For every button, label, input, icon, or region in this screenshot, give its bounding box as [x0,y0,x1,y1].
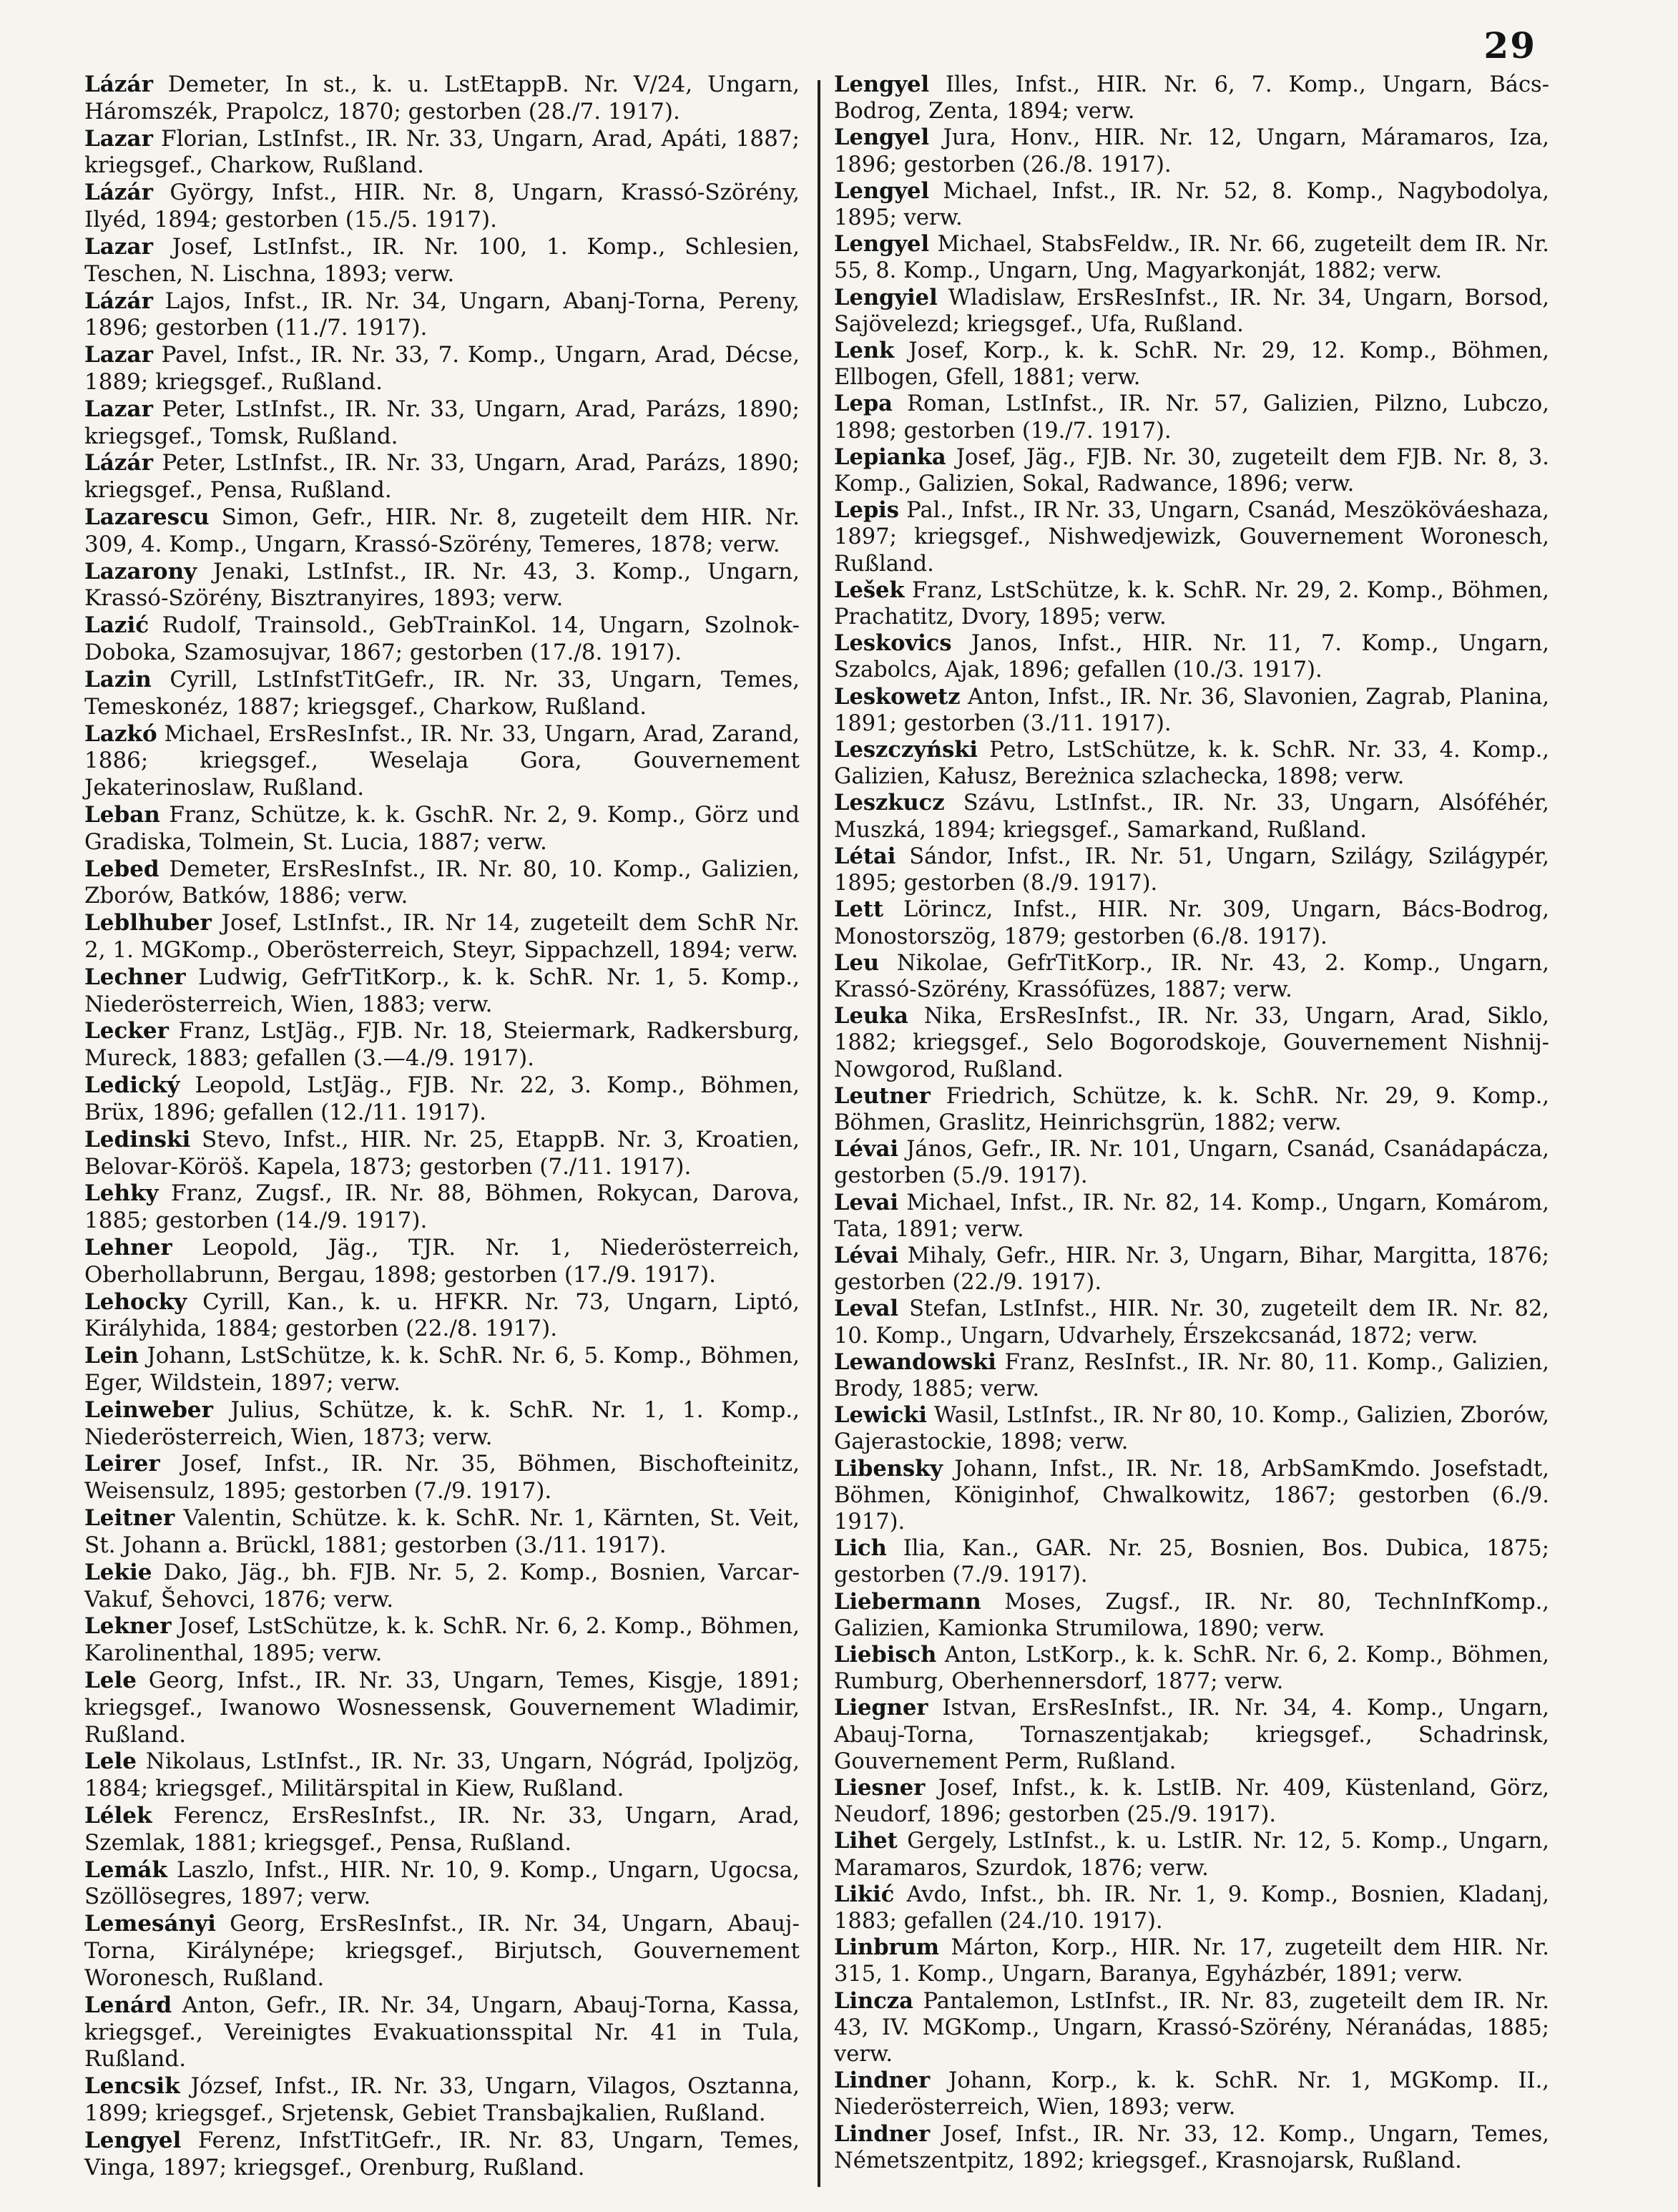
entry-surname: Lich [834,1535,887,1562]
entry-details: Illes, Infst., HIR. Nr. 6, 7. Komp., Ungarn, Bács-Bodrog, Zenta, 1894; verw. [834,72,1550,124]
entry-details: Pantalemon, LstInfst., IR. Nr. 83, zugeteilt dem IR. Nr. 43, IV. MGKomp., Ungarn, Krassó-Szörény, Néranádas, 1885; verw. [834,1988,1549,2067]
list-item [834,1349,1549,1402]
entry-details: Szávu, LstInfst., IR. Nr. 33, Ungarn, Alsóféhér, Muszká, 1894; kriegsgef., Samarkand, Rußland. [834,791,1549,843]
entry-details: Georg, ErsResInfst., IR. Nr. 34, Ungarn, Abauj-Torna, Királynépe; kriegsgef., Birjutsch, Gouvernement Woronesch, Rußland. [84,1911,800,1991]
list-item [834,1003,1549,1083]
entry-details: Michael, Infst., IR. Nr. 52, 8. Komp., Nagybodolya, 1895; verw. [834,178,1550,231]
entry-surname: Leuka [834,1003,908,1029]
entry-details: Wasil, LstInfst., IR. Nr 80, 10. Komp., Galizien, Zborów, Gajerastockie, 1898; verw. [834,1403,1549,1455]
entry-details: Jenaki, LstInfst., IR. Nr. 43, 3. Komp., Ungarn, Krassó-Szörény, Bisztranyires, 1893; verw. [84,558,800,612]
entry-details: Petro, LstSchütze, k. k. SchR. Nr. 33, 4. Komp., Galizien, Kałusz, Bereżnica szlachecka, 1898; verw. [834,738,1549,790]
list-item [84,1668,800,1748]
entry-surname: Lehky [84,1180,159,1207]
entry-details: Stevo, Infst., HIR. Nr. 25, EtappB. Nr. 3, Kroatien, Belovar-Köröš. Kapela, 1873; gestorben (7./11. 1917). [84,1126,800,1180]
list-item [834,72,1549,124]
page-number: 29 [1483,24,1536,67]
entry-surname: Lencsik [84,2073,180,2100]
list-item [834,684,1549,737]
entry-details: Michael, ErsResInfst., IR. Nr. 33, Ungarn, Arad, Zarand, 1886; kriegsgef., Weselaja Gora, Gouvernement Jekaterinoslaw, Rußland. [84,720,800,801]
entry-surname: Leszkucz [834,790,945,816]
column-divider [818,80,820,2187]
entry-details: Leopold, Jäg., TJR. Nr. 1, Niederösterreich, Oberhollabrunn, Bergau, 1898; gestorben (17./9. 1917). [84,1234,800,1288]
list-item [834,1402,1549,1455]
entry-surname: Lebed [84,856,160,882]
entry-details: Gergely, LstInfst., k. u. LstIR. Nr. 12, 5. Komp., Ungarn, Maramaros, Szurdok, 1876; verw. [834,1829,1549,1881]
list-item [84,504,800,559]
entry-details: Anton, Infst., IR. Nr. 36, Slavonien, Zagrab, Planina, 1891; gestorben (3./11. 1917). [834,684,1549,736]
entry-details: Pal., Infst., IR Nr. 33, Ungarn, Csanád, Meszököváeshaza, 1897; kriegsgef., Nishwedjewizk, Gouvernement Woronesch, Rußland. [834,498,1549,577]
entry-surname: Lenk [834,338,895,364]
list-item [834,1296,1549,1349]
list-item [84,2073,800,2128]
list-item [834,391,1549,444]
entry-surname: Lekner [84,1613,172,1640]
list-item [834,1881,1549,1934]
list-item [84,1803,800,1857]
entry-details: Josef, Korp., k. k. SchR. Nr. 29, 12. Komp., Böhmen, Ellbogen, Gfell, 1881; verw. [834,338,1549,391]
entry-details: János, Gefr., IR. Nr. 101, Ungarn, Csanád, Csanádapácza, gestorben (5./9. 1917). [834,1137,1549,1189]
entry-details: Josef, LstSchütze, k. k. SchR. Nr. 6, 2. Komp., Böhmen, Karolinenthal, 1895; verw. [84,1613,800,1667]
list-item [834,444,1549,497]
entry-surname: Leitner [84,1505,175,1532]
list-item [84,1505,800,1560]
list-item [834,1934,1549,1987]
entry-details: Mihaly, Gefr., HIR. Nr. 3, Ungarn, Bihar, Margitta, 1876; gestorben (22./9. 1917). [834,1243,1549,1296]
entry-details: Franz, Schütze, k. k. GschR. Nr. 2, 9. Komp., Görz und Gradiska, Tolmein, St. Lucia, 1887; verw. [84,801,800,855]
entry-surname: Leu [834,949,880,976]
list-item [84,450,800,504]
list-item [84,2128,800,2182]
entry-details: Moses, Zugsf., IR. Nr. 80, TechnInfKomp., Galizien, Kamionka Strumilowa, 1890; verw. [834,1589,1549,1641]
entry-details: Franz, LstJäg., FJB. Nr. 18, Steiermark, Radkersburg, Mureck, 1883; gefallen (3.—4./9. 1917). [84,1018,800,1072]
entry-details: Cyrill, Kan., k. u. HFKR. Nr. 73, Ungarn, Liptó, Királyhida, 1884; gestorben (22./8. 1917). [84,1288,800,1342]
list-item [84,721,800,802]
entry-details: Ilia, Kan., GAR. Nr. 25, Bosnien, Bos. Dubica, 1875; gestorben (7./9. 1917). [834,1536,1549,1588]
entry-surname: Leinweber [84,1396,213,1423]
list-item [834,896,1549,949]
list-item [834,843,1549,896]
entry-surname: Lewicki [834,1402,927,1429]
list-item [834,630,1549,683]
entry-details: Johann, Korp., k. k. SchR. Nr. 1, MGKomp. II., Niederösterreich, Wien, 1893; verw. [834,2068,1549,2120]
entry-surname: Lázár [84,450,153,476]
entry-surname: Liebisch [834,1641,937,1668]
list-item [84,559,800,613]
list-item [84,1560,800,1614]
list-item [834,1190,1549,1243]
list-item [834,1695,1549,1775]
entry-surname: Lázár [84,72,153,97]
entry-details: Josef, Jäg., FJB. Nr. 30, zugeteilt dem FJB. Nr. 8, 3. Komp., Galizien, Sokal, Radwance, 1896; verw. [834,444,1549,497]
entry-details: Florian, LstInfst., IR. Nr. 33, Ungarn, Arad, Apáti, 1887; kriegsgef., Charkow, Rußland. [84,125,800,179]
entry-surname: Leirer [84,1451,160,1477]
entry-surname: Leskowetz [834,683,961,710]
entry-surname: Lengyiel [834,284,938,310]
entry-surname: Liebermann [834,1588,981,1615]
entry-surname: Lengyel [834,177,930,204]
entry-surname: Lemesányi [84,1911,216,1937]
entry-details: Johann, LstSchütze, k. k. SchR. Nr. 6, 5. Komp., Böhmen, Eger, Wildstein, 1897; verw. [84,1343,800,1396]
entry-surname: Lázár [84,288,153,314]
entry-surname: Lindner [834,2120,931,2147]
list-item [84,1289,800,1344]
entry-surname: Lepis [834,497,899,524]
entry-surname: Lengyel [834,72,930,97]
entry-details: György, Infst., HIR. Nr. 8, Ungarn, Krassó-Szörény, Ilyéd, 1894; gestorben (15./5. 1917). [84,180,800,233]
entry-surname: Likić [834,1881,895,1907]
entry-details: Cyrill, LstInfstTitGefr., IR. Nr. 33, Ungarn, Temes, Temeskonéz, 1887; kriegsgef., Charkow, Rußland. [84,666,800,720]
list-item [834,1456,1549,1536]
list-item [84,72,800,126]
entry-details: Simon, Gefr., HIR. Nr. 8, zugeteilt dem HIR. Nr. 309, 4. Komp., Ungarn, Krassó-Szörény, Temeres, 1878; verw. [84,504,800,557]
list-item [834,2121,1549,2174]
entry-surname: Leskovics [834,630,952,657]
entry-surname: Ledický [84,1072,180,1099]
entry-details: Anton, Gefr., IR. Nr. 34, Ungarn, Abauj-Torna, Kassa, kriegsgef., Vereinigtes Evakuationsspital Nr. 41 in Tula, Rußland. [84,1992,800,2072]
entry-details: Sándor, Infst., IR. Nr. 51, Ungarn, Szilágy, Szilágypér, 1895; gestorben (8./9. 1917). [834,843,1549,896]
entry-surname: Lemák [84,1856,167,1883]
entry-surname: Lévai [834,1136,898,1163]
list-item [84,180,800,234]
list-item [84,612,800,667]
entry-surname: Lazar [84,396,153,422]
entry-details: Ferencz, ErsResInfst., IR. Nr. 33, Ungarn, Arad, Szemlak, 1881; kriegsgef., Pensa, Rußland. [84,1803,800,1856]
entry-details: Friedrich, Schütze, k. k. SchR. Nr. 29, 9. Komp., Böhmen, Graslitz, Heinrichsgrün, 1882; verw. [834,1083,1550,1135]
list-item [84,1992,800,2073]
entry-details: Franz, ResInfst., IR. Nr. 80, 11. Komp., Galizien, Brody, 1885; verw. [834,1349,1549,1401]
entry-details: Georg, Infst., IR. Nr. 33, Ungarn, Temes, Kisgje, 1891; kriegsgef., Iwanowo Wosnessensk, Gouvernement Wladimir, Rußland. [84,1667,800,1748]
list-item [834,178,1549,231]
entry-details: Wladislaw, ErsResInfst., IR. Nr. 34, Ungarn, Borsod, Sajövelezd; kriegsgef., Ufa, Rußland. [834,285,1549,337]
entry-surname: Lein [84,1343,139,1369]
list-item [834,231,1549,284]
entry-details: József, Infst., IR. Nr. 33, Ungarn, Vilagos, Osztanna, 1899; kriegsgef., Srjetensk, Gebiet Transbajkalien, Rußland. [84,2073,800,2126]
list-item [84,1911,800,1992]
list-item [84,1235,800,1289]
entry-details: Janos, Infst., HIR. Nr. 11, 7. Komp., Ungarn, Szabolcs, Ajak, 1896; gefallen (10./3. 1917). [834,631,1549,683]
entry-details: Josef, Infst., k. k. LstIB. Nr. 409, Küstenland, Görz, Neudorf, 1896; gestorben (25./9. 1917). [834,1776,1549,1828]
list-item [834,124,1549,177]
entry-surname: Lešek [834,577,905,603]
list-item [834,1589,1549,1642]
entry-surname: Lévai [834,1242,898,1268]
right-column [834,72,1549,2174]
entry-surname: Leszczyński [834,737,978,763]
entry-details: Lajos, Infst., IR. Nr. 34, Ungarn, Abanj-Torna, Pereny, 1896; gestorben (11./7. 1917). [84,288,800,341]
list-item [834,1775,1549,1828]
list-item [84,288,800,343]
entry-surname: Ledinski [84,1126,191,1153]
entry-surname: Lele [84,1748,137,1775]
entry-details: Dako, Jäg., bh. FJB. Nr. 5, 2. Komp., Bosnien, Varcar-Vakuf, Šehovci, 1876; verw. [84,1559,800,1612]
list-item [84,1748,800,1803]
entry-surname: Lazić [84,612,149,639]
entry-details: Avdo, Infst., bh. IR. Nr. 1, 9. Komp., Bosnien, Kladanj, 1883; gefallen (24./10. 1917). [834,1881,1549,1934]
list-item [834,950,1549,1003]
list-item [834,1988,1549,2068]
list-item [84,964,800,1019]
entry-details: Roman, LstInfst., IR. Nr. 57, Galizien, Pilzno, Lubczo, 1898; gestorben (19./7. 1917). [834,391,1549,444]
list-item [84,126,800,180]
entry-surname: Lazkó [84,720,157,747]
list-item [84,1343,800,1397]
entry-surname: Levai [834,1189,898,1215]
entry-details: Ferenz, InfstTitGefr., IR. Nr. 83, Ungarn, Temes, Vinga, 1897; kriegsgef., Orenburg, Rußland. [84,2127,800,2181]
entry-surname: Leutner [834,1082,931,1109]
entry-surname: Lechner [84,964,186,990]
entry-details: Leopold, LstJäg., FJB. Nr. 22, 3. Komp., Böhmen, Brüx, 1896; gefallen (12./11. 1917). [84,1072,800,1125]
entry-surname: Lele [84,1667,137,1693]
list-item [84,1397,800,1452]
list-item [834,577,1549,630]
list-item [834,1642,1549,1695]
entry-details: Rudolf, Trainsold., GebTrainKol. 14, Ungarn, Szolnok-Doboka, Szamosujvar, 1867; gestorben (17./8. 1917). [84,612,800,666]
entry-details: Demeter, In st., k. u. LstEtappB. Nr. V/24, Ungarn, Háromszék, Prapolcz, 1870; gestorben (28./7. 1917). [84,72,800,124]
list-item [84,342,800,396]
list-item [834,497,1549,577]
entry-details: Josef, LstInfst., IR. Nr. 100, 1. Komp., Schlesien, Teschen, N. Lischna, 1893; verw. [84,233,800,287]
list-item [84,1857,800,1912]
list-item [834,737,1549,790]
entry-details: Josef, LstInfst., IR. Nr 14, zugeteilt dem SchR Nr. 2, 1. MGKomp., Oberösterreich, Steyr, Sippachzell, 1894; verw. [84,910,800,963]
entry-surname: Lincza [834,1987,913,2014]
entry-details: Nikolaus, LstInfst., IR. Nr. 33, Ungarn, Nógrád, Ipoljzög, 1884; kriegsgef., Militärspital in Kiew, Rußland. [84,1748,800,1802]
entry-surname: Lindner [834,2067,931,2094]
entry-surname: Linbrum [834,1934,940,1961]
list-item [84,1072,800,1127]
list-item [84,1451,800,1505]
entry-details: Jura, Honv., HIR. Nr. 12, Ungarn, Máramaros, Iza, 1896; gestorben (26./8. 1917). [834,125,1550,177]
entry-details: Valentin, Schütze. k. k. SchR. Nr. 1, Kärnten, St. Veit, St. Johann a. Brückl, 1881; gestorben (3./11. 1917). [84,1505,800,1558]
entry-surname: Lazarescu [84,504,210,530]
entry-details: Stefan, LstInfst., HIR. Nr. 30, zugeteilt dem IR. Nr. 82, 10. Komp., Ungarn, Udvarhely, Érszekcsanád, 1872; verw. [834,1296,1549,1349]
entry-surname: Lett [834,896,884,923]
list-item [84,1018,800,1072]
entry-surname: Lecker [84,1018,169,1044]
entry-surname: Lengyel [834,124,930,151]
list-item [834,338,1549,391]
entry-surname: Létai [834,843,896,869]
entry-details: Franz, LstSchütze, k. k. SchR. Nr. 29, 2. Komp., Böhmen, Prachatitz, Dvory, 1895; verw. [834,577,1549,630]
entry-details: Pavel, Infst., IR. Nr. 33, 7. Komp., Ungarn, Arad, Décse, 1889; kriegsgef., Rußland. [84,342,800,395]
entry-details: Michael, StabsFeldw., IR. Nr. 66, zugeteilt dem IR. Nr. 55, 8. Komp., Ungarn, Ung, Magyarkonját, 1882; verw. [834,232,1549,284]
list-item [84,667,800,721]
list-item [84,396,800,451]
list-item [84,1127,800,1181]
list-item [834,1243,1549,1296]
entry-surname: Lenárd [84,1992,172,2018]
entry-surname: Libensky [834,1455,943,1482]
entry-details: Anton, LstKorp., k. k. SchR. Nr. 6, 2. Komp., Böhmen, Rumburg, Oberhennersdorf, 1877; verw. [834,1642,1549,1695]
list-item [84,234,800,288]
entry-surname: Lazar [84,233,153,260]
entry-surname: Lekie [84,1559,152,1585]
entry-surname: Leblhuber [84,910,212,936]
entry-details: Ludwig, GefrTitKorp., k. k. SchR. Nr. 1, 5. Komp., Niederösterreich, Wien, 1883; verw. [84,964,800,1017]
entry-details: Demeter, ErsResInfst., IR. Nr. 80, 10. Komp., Galizien, Zborów, Batków, 1886; verw. [84,856,800,909]
entry-surname: Lazar [84,125,153,152]
list-item [84,802,800,856]
entry-details: Peter, LstInfst., IR. Nr. 33, Ungarn, Arad, Parázs, 1890; kriegsgef., Pensa, Rußland. [84,450,800,504]
entry-surname: Lengyel [84,2127,182,2153]
entry-surname: Liesner [834,1775,926,1801]
entry-details: Michael, Infst., IR. Nr. 82, 14. Komp., Ungarn, Komárom, Tata, 1891; verw. [834,1190,1549,1242]
entry-surname: Leban [84,801,160,828]
entry-surname: Lepa [834,391,893,417]
entry-details: Peter, LstInfst., IR. Nr. 33, Ungarn, Arad, Parázs, 1890; kriegsgef., Tomsk, Rußland. [84,396,800,449]
list-item [84,910,800,964]
entry-surname: Lihet [834,1828,898,1854]
entry-details: Josef, Infst., IR. Nr. 33, 12. Komp., Ungarn, Temes, Németszentpitz, 1892; kriegsgef., Krasnojarsk, Rußland. [834,2121,1549,2173]
list-item [834,1083,1549,1136]
entry-details: Josef, Infst., IR. Nr. 35, Böhmen, Bischofteinitz, Weisensulz, 1895; gestorben (7./9. 1917). [84,1451,800,1504]
entry-surname: Lehner [84,1234,172,1261]
entry-details: Johann, Infst., IR. Nr. 18, ArbSamKmdo. Josefstadt, Böhmen, Königinhof, Chwalkowitz, 1867; gestorben (6./9. 1917). [834,1456,1549,1535]
entry-surname: Lazarony [84,558,197,584]
entry-surname: Lazin [84,666,152,693]
entry-details: Lörincz, Infst., HIR. Nr. 309, Ungarn, Bács-Bodrog, Monostorszög, 1879; gestorben (6./8. 1917). [834,897,1549,949]
entry-details: Laszlo, Infst., HIR. Nr. 10, 9. Komp., Ungarn, Ugocsa, Szöllösegres, 1897; verw. [84,1856,800,1910]
list-item [834,790,1549,843]
list-item [834,1136,1549,1189]
entry-surname: Lewandowski [834,1349,996,1375]
list-item [834,1535,1549,1588]
entry-details: Julius, Schütze, k. k. SchR. Nr. 1, 1. Komp., Niederösterreich, Wien, 1873; verw. [84,1396,800,1450]
entry-surname: Lepianka [834,444,946,470]
entry-details: Istvan, ErsResInfst., IR. Nr. 34, 4. Komp., Ungarn, Abauj-Torna, Tornaszentjakab; kriegsgef., Schadrinsk, Gouvernement Perm, Rußland. [834,1695,1549,1774]
entry-surname: Leval [834,1296,898,1322]
entry-details: Márton, Korp., HIR. Nr. 17, zugeteilt dem HIR. Nr. 315, 1. Komp., Ungarn, Baranya, Egyházbér, 1891; verw. [834,1935,1550,1987]
list-item [84,1180,800,1235]
entry-details: Nikolae, GefrTitKorp., IR. Nr. 43, 2. Komp., Ungarn, Krassó-Szörény, Krassófüzes, 1887; verw. [834,950,1549,1002]
list-item [84,1613,800,1668]
entry-surname: Lázár [84,180,153,206]
list-item [84,856,800,911]
list-item [834,285,1549,338]
entry-surname: Lehocky [84,1288,187,1315]
entry-surname: Liegner [834,1695,928,1721]
entry-surname: Lélek [84,1803,152,1829]
list-item [834,2067,1549,2120]
left-column [84,72,800,2181]
entry-surname: Lazar [84,342,153,368]
entry-details: Franz, Zugsf., IR. Nr. 88, Böhmen, Rokycan, Darova, 1885; gestorben (14./9. 1917). [84,1180,800,1234]
list-item [834,1828,1549,1881]
entry-details: Nika, ErsResInfst., IR. Nr. 33, Ungarn, Arad, Siklo, 1882; kriegsgef., Selo Bogorodskoje, Gouvernement Nishnij-Nowgorod, Rußland. [834,1004,1549,1082]
entry-surname: Lengyel [834,231,930,258]
